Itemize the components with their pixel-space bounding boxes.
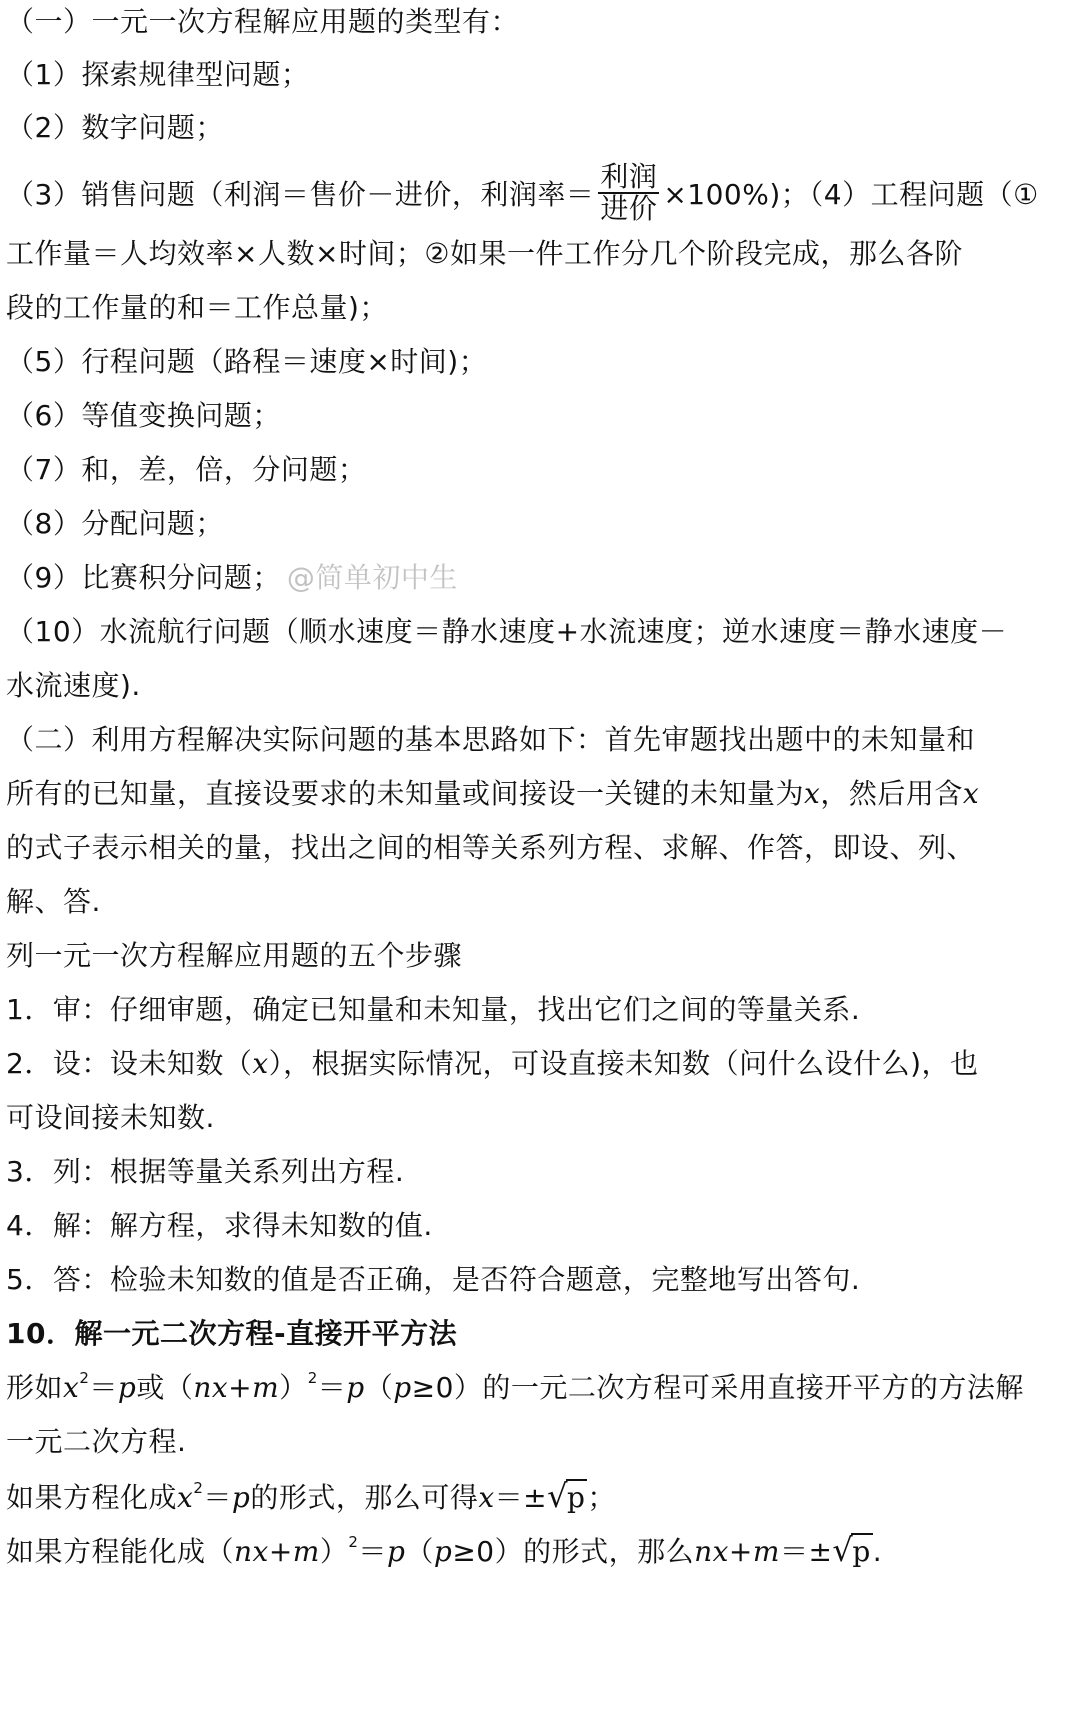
expression-nx-plus-m: nx+m [234, 1535, 320, 1568]
open-paren: （ [405, 1535, 434, 1568]
period: . [872, 1535, 883, 1568]
steps-title: 列一元一次方程解应用题的五个步骤 [6, 939, 463, 972]
radicand-p: p [852, 1535, 871, 1568]
type-item-6: （6）等值变换问题； [6, 399, 281, 432]
type-item-8: （8）分配问题； [6, 507, 224, 540]
open-paren: （ [364, 1371, 394, 1404]
watermark-text: @简单初中生 [286, 561, 458, 594]
step-2-text-a: 2．设：设未知数（ [6, 1047, 253, 1080]
plus-minus: ＝± [779, 1535, 833, 1568]
section10-para3 [6, 1530, 1074, 1570]
equals-sign: ＝ [358, 1535, 387, 1568]
step-2 [6, 1044, 1074, 1084]
variable-p: p [117, 1371, 137, 1404]
type-item-10b: 水流速度). [6, 669, 141, 702]
step-2-text-b: ），根据实际情况，可设直接未知数（问什么设什么)，也 [268, 1047, 979, 1080]
variable-x: x [962, 777, 980, 810]
variable-p: p [433, 1535, 453, 1568]
type-item-1: （1）探索规律型问题； [6, 58, 310, 91]
variable-p: p [231, 1481, 251, 1514]
radical-sign-icon: √ [547, 1477, 568, 1515]
square-root [832, 1530, 872, 1572]
profit-rate-fraction [598, 162, 659, 224]
type-item-9 [6, 558, 1074, 598]
superscript-2: 2 [79, 1369, 90, 1387]
para1-condition-text: ≥0）的一元二次方程可采用直接开平方的方法解 [411, 1371, 1024, 1404]
para3-condition-text: ≥0）的形式，那么 [452, 1535, 695, 1568]
radical-sign-icon: √ [832, 1531, 854, 1569]
variable-p: p [346, 1371, 365, 1404]
variable-x: x [63, 1371, 80, 1404]
superscript-2: 2 [348, 1533, 359, 1551]
fraction-numerator: 利润 [600, 160, 658, 193]
section10-para1 [6, 1368, 1074, 1408]
sales-formula-text: （3）销售问题（利润＝售价－进价，利润率＝ [6, 178, 595, 211]
para2-text-a: 如果方程化成 [6, 1481, 178, 1514]
type-item-9-text: （9）比赛积分问题； [6, 561, 281, 594]
semicolon: ； [587, 1481, 616, 1514]
section2-line3: 的式子表示相关的量，找出之间的相等关系列方程、求解、作答，即设、列、 [6, 831, 976, 864]
para1-text-a: 形如 [6, 1371, 64, 1404]
section10-para1-cont: 一元二次方程. [6, 1425, 187, 1458]
section2-line2-text-b: ，然后用含 [820, 777, 963, 810]
plus-minus: ＝± [494, 1481, 548, 1514]
section1-title: （一）一元一次方程解应用题的类型有： [6, 5, 520, 38]
superscript-2: 2 [307, 1369, 318, 1387]
section10-para2 [6, 1476, 1074, 1516]
variable-p: p [393, 1371, 412, 1404]
step-3: 3．列：根据等量关系列出方程. [6, 1155, 405, 1188]
para3-text-a: 如果方程能化成（ [6, 1535, 235, 1568]
expression-nx-plus-m: nx+m [694, 1535, 780, 1568]
variable-x: x [478, 1481, 495, 1514]
para2-text-b: 的形式，那么可得 [250, 1481, 479, 1514]
type-item-2: （2）数字问题； [6, 111, 224, 144]
type-item-10a: （10）水流航行问题（顺水速度＝静水速度+水流速度；逆水速度＝静水速度－ [6, 615, 1008, 648]
close-paren: ） [319, 1535, 349, 1568]
variable-p: p [386, 1535, 406, 1568]
type-item-4-cont1: 工作量＝人均效率×人数×时间；②如果一件工作分几个阶段完成，那么各阶 [6, 237, 964, 270]
engineering-problem-start: ×100%)；（4）工程问题（① [663, 178, 1039, 211]
section2-line4: 解、答. [6, 885, 101, 918]
para1-or-text: 或（ [136, 1371, 194, 1404]
step-2-cont: 可设间接未知数. [6, 1101, 215, 1134]
type-item-7: （7）和，差，倍，分问题； [6, 453, 367, 486]
section10-heading: 10．解一元二次方程-直接开平方法 [6, 1317, 458, 1350]
equals-sign: ＝ [203, 1481, 232, 1514]
section2-line1: （二）利用方程解决实际问题的基本思路如下：首先审题找出题中的未知量和 [6, 723, 976, 756]
radicand-p: p [566, 1481, 586, 1514]
expression-nx-plus-m: nx+m [193, 1371, 280, 1404]
type-item-3 [6, 160, 1074, 225]
superscript-2: 2 [193, 1479, 204, 1497]
section2-line2 [6, 774, 1074, 814]
equals-sign: ＝ [317, 1371, 347, 1404]
fraction-denominator: 进价 [600, 192, 658, 225]
step-5: 5．答：检验未知数的值是否正确，是否符合题意，完整地写出答句. [6, 1263, 861, 1296]
type-item-4-cont2: 段的工作量的和＝工作总量)； [6, 291, 388, 324]
square-root [547, 1476, 587, 1518]
variable-x: x [177, 1481, 194, 1514]
close-paren: ） [279, 1371, 308, 1404]
variable-x: x [252, 1047, 269, 1080]
equals-sign: ＝ [89, 1371, 118, 1404]
step-4: 4．解：解方程，求得未知数的值. [6, 1209, 433, 1242]
variable-x: x [804, 777, 821, 810]
step-1: 1．审：仔细审题，确定已知量和未知量，找出它们之间的等量关系. [6, 993, 861, 1026]
type-item-5: （5）行程问题（路程＝速度×时间)； [6, 345, 488, 378]
section2-line2-text-a: 所有的已知量，直接设要求的未知量或间接设一关键的未知量为 [6, 777, 805, 810]
